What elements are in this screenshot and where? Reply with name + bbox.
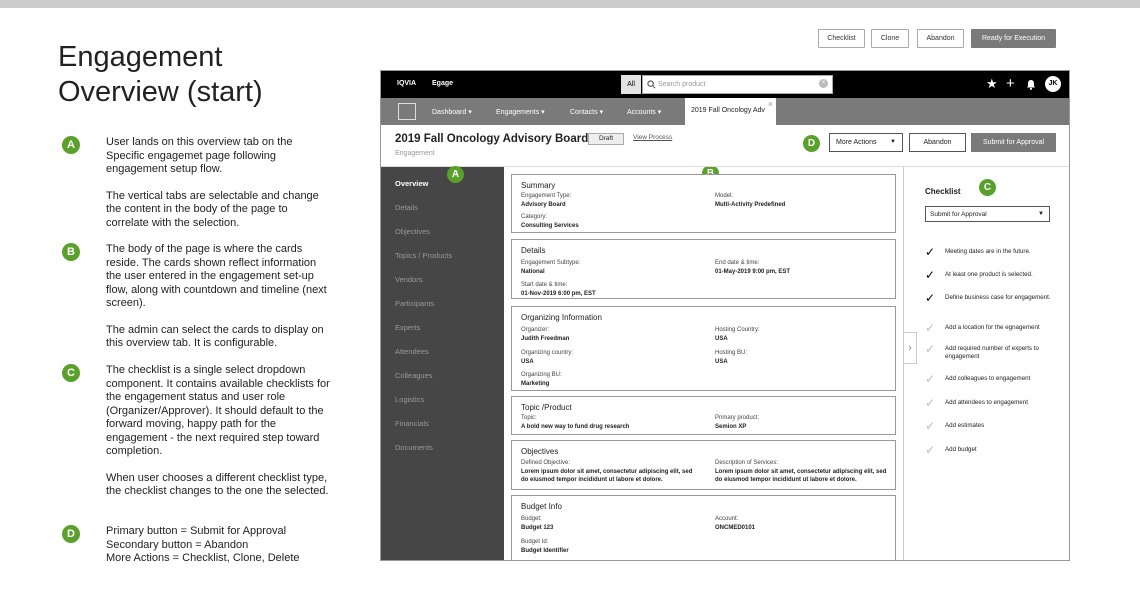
tab-documents[interactable]: Documents (395, 443, 433, 452)
chevron-down-icon: ▼ (890, 139, 896, 145)
checklist-panel (915, 167, 1070, 561)
check-icon: ✓ (925, 372, 936, 386)
checklist-select-value: Submit for Approval (930, 211, 987, 218)
avatar[interactable]: JK (1045, 76, 1061, 92)
home-icon[interactable] (398, 103, 416, 120)
note-text: Primary button = Submit for Approval Secondary button = Abandon More Actions = Checklist, Clone, Delete (106, 525, 300, 564)
field-label: Primary product: (715, 415, 760, 421)
checklist-item (925, 396, 1065, 410)
tab-attendees[interactable]: Attendees (395, 347, 429, 356)
field-label: Model: (715, 193, 734, 199)
nav-accounts[interactable]: Accounts ▾ (627, 109, 662, 116)
field-label: Defined Objective: (521, 460, 571, 466)
tab-topics-products[interactable]: Topics / Products (395, 251, 453, 260)
bell-icon[interactable] (1026, 79, 1036, 90)
callout-d: D (803, 135, 820, 152)
note-a (62, 136, 332, 243)
search-input[interactable] (642, 75, 833, 94)
check-icon: ✓ (925, 245, 936, 259)
note-text: The body of the page is where the cards reside. The cards shown reflect information the user entered in the engagement set-up flow, along with countdown and timeline (next screen). (106, 243, 327, 309)
app-window (380, 70, 1070, 561)
field-label: Organizer: (521, 327, 550, 333)
record-tab[interactable] (685, 98, 776, 125)
status-badge: Draft (588, 133, 624, 145)
field-value: 01-May-2019 9:00 pm, EST (715, 269, 791, 275)
note-text: The checklist is a single select dropdown component. It contains available checklists for the engagement status and user role (Organizer/Approver). It should default to the forward moving, happy path for the engagement - the next required step toward completion. (106, 364, 330, 457)
top-gray-bar (0, 0, 1140, 8)
checklist-item (925, 245, 1065, 259)
card-title: Summary (521, 181, 556, 190)
checklist-item-label: Meeting dates are in the future. (945, 248, 1031, 255)
checklist-item (925, 372, 1065, 386)
field-value: 01-Nov-2019 6:00 pm, EST (521, 291, 596, 297)
checklist-item-label: Add a location for the egnagement (945, 324, 1040, 331)
field-label: Budget: (521, 516, 542, 522)
page-title: Engagement Overview (start) (58, 41, 263, 108)
product-name: Egage (432, 80, 454, 87)
field-value: National (521, 269, 545, 275)
checklist-item-label: At least one product is selected. (945, 271, 1033, 278)
field-value: USA (715, 336, 728, 342)
abandon-button[interactable]: Abandon (917, 29, 964, 48)
field-value: Multi-Activity Predefined (715, 202, 786, 208)
more-actions-label: More Actions (836, 139, 877, 146)
checklist-title: Checklist (925, 187, 961, 196)
tab-objectives[interactable]: Objectives (395, 227, 431, 236)
overview-body (504, 167, 902, 561)
card-title: Budget Info (521, 502, 562, 511)
note-text: When user chooses a different checklist type, the checklist changes to the one the selected. (106, 471, 329, 497)
checklist-item-label: Add estimates (945, 422, 985, 429)
record-title: 2019 Fall Oncology Advisory Board (395, 133, 589, 145)
tab-vendors[interactable]: Vendors (395, 275, 423, 284)
nav-contacts[interactable]: Contacts ▾ (570, 109, 604, 116)
check-icon: ✓ (925, 396, 936, 410)
tab-experts[interactable]: Experts (395, 323, 421, 332)
objectives-card[interactable] (511, 440, 896, 490)
field-value: Semion XP (715, 424, 747, 430)
ready-for-execution-button[interactable]: Ready for Execution (971, 29, 1056, 48)
tab-participants[interactable]: Participants (395, 299, 435, 308)
record-tab-label: 2019 Fall Oncology Adv (691, 107, 765, 114)
submit-for-approval-button[interactable]: Submit for Approval (971, 133, 1056, 152)
checklist-select[interactable] (925, 206, 1050, 222)
checklist-item (925, 419, 1065, 433)
field-label: Budget Id: (521, 539, 549, 545)
callout-a: A (447, 166, 464, 183)
field-value: USA (715, 359, 728, 365)
tab-logistics[interactable]: Logistics (395, 395, 425, 404)
checklist-item-label: Add attendees to engagement (945, 399, 1028, 406)
more-actions-button[interactable] (829, 133, 903, 152)
field-label: Engagement Subtype: (521, 260, 581, 266)
check-icon: ✓ (925, 321, 936, 335)
global-nav (381, 71, 1070, 98)
field-label: Topic: (521, 415, 537, 421)
checklist-item-label: Add budget (945, 446, 977, 453)
chevron-down-icon: ▼ (1038, 211, 1044, 217)
badge-c: C (62, 364, 80, 382)
field-label: Description of Services: (715, 460, 779, 466)
check-icon: ✓ (925, 419, 936, 433)
tab-overview[interactable]: Overview (395, 179, 429, 188)
plus-icon[interactable]: + (1006, 75, 1015, 92)
checklist-item (925, 342, 1065, 360)
summary-card[interactable] (511, 174, 896, 233)
field-label: Hosting BU: (715, 350, 748, 356)
checklist-item-label: Add required number of experts to engagement (945, 345, 1039, 360)
note-text: The vertical tabs are selectable and change the content in the body of the page to correlate with the selection. (106, 189, 319, 229)
card-title: Organizing Information (521, 313, 602, 322)
field-value: Judith Freedman (521, 336, 570, 342)
record-type: Engagement (395, 150, 435, 157)
field-value: Budget 123 (521, 525, 554, 531)
field-label: Account: (715, 516, 739, 522)
badge-a: A (62, 136, 80, 154)
field-value: Consulting Services (521, 223, 579, 229)
budget-card[interactable] (511, 495, 896, 561)
checklist-item (925, 268, 1065, 282)
check-icon: ✓ (925, 268, 936, 282)
field-value: Lorem ipsum dolor sit amet, consectetur adipiscing elit, sed do eiusmod tempor incididunt ut labore et dolore. (521, 469, 693, 483)
checklist-item (925, 321, 1065, 335)
clear-icon[interactable]: × (819, 79, 828, 88)
note-b (62, 243, 332, 364)
field-value: Budget Identifier (521, 548, 569, 554)
field-value: Advisory Board (521, 202, 566, 208)
tab-financials[interactable]: Financials (395, 419, 429, 428)
check-icon: ✓ (925, 443, 936, 457)
card-title: Details (521, 246, 546, 255)
field-value: Lorem ipsum dolor sit amet, consectetur adipiscing elit, sed do eiusmod tempor incididunt ut labore et dolore. (715, 469, 887, 483)
brand-logo[interactable]: IQVIA (397, 80, 417, 87)
callout-c: C (979, 179, 996, 196)
chevron-right-icon[interactable]: › (903, 332, 917, 364)
view-process-link[interactable]: View Process (633, 134, 673, 141)
check-icon: ✓ (925, 291, 936, 305)
field-value: ONCMED0101 (715, 525, 756, 531)
field-label: Hosting Country: (715, 327, 760, 333)
note-text: User lands on this overview tab on the Specific engagemet page following engagement setup flow. (106, 136, 293, 175)
organizing-card[interactable] (511, 306, 896, 391)
field-value: Marketing (521, 381, 550, 387)
card-title: Topic /Product (521, 403, 572, 412)
details-card[interactable] (511, 239, 896, 299)
field-label: Organizing country: (521, 350, 574, 356)
checklist-item (925, 443, 1065, 457)
note-c (62, 364, 332, 512)
abandon-button[interactable]: Abandon (909, 133, 966, 152)
search-placeholder: Search product (658, 81, 706, 88)
topic-card[interactable] (511, 396, 896, 435)
checklist-button[interactable]: Checklist (818, 29, 865, 48)
vertical-tabs (381, 167, 504, 561)
field-value: A bold new way to fund drug research (521, 424, 630, 430)
secondary-nav (381, 98, 1070, 125)
badge-d: D (62, 525, 80, 543)
checklist-item-label: Define business case for engagement. (945, 294, 1051, 301)
tab-details[interactable]: Details (395, 203, 418, 212)
field-label: End date & time: (715, 260, 760, 266)
divider (903, 167, 904, 561)
field-label: Organizing BU: (521, 372, 562, 378)
close-icon[interactable]: × (767, 99, 773, 109)
tab-colleagues[interactable]: Colleagues (395, 371, 433, 380)
note-text: The admin can select the cards to display on this overview tab. It is configurable. (106, 323, 324, 349)
badge-b: B (62, 243, 80, 261)
search-scope[interactable]: All (621, 75, 641, 94)
field-label: Engagement Type: (521, 193, 572, 199)
field-value: USA (521, 359, 534, 365)
field-label: Start date & time: (521, 282, 568, 288)
record-header (381, 125, 1070, 167)
search-icon (647, 80, 656, 89)
check-icon: ✓ (925, 342, 936, 356)
checklist-item-label: Add colleagues to engagement (945, 375, 1031, 382)
note-d (62, 525, 332, 579)
nav-engagements[interactable]: Engagements ▾ (496, 109, 545, 116)
star-icon[interactable]: ★ (986, 76, 998, 91)
card-title: Objectives (521, 447, 559, 456)
field-label: Category: (521, 214, 548, 220)
nav-dashboard[interactable]: Dashboard ▾ (432, 109, 472, 116)
clone-button[interactable]: Clone (871, 29, 909, 48)
checklist-item (925, 291, 1065, 305)
